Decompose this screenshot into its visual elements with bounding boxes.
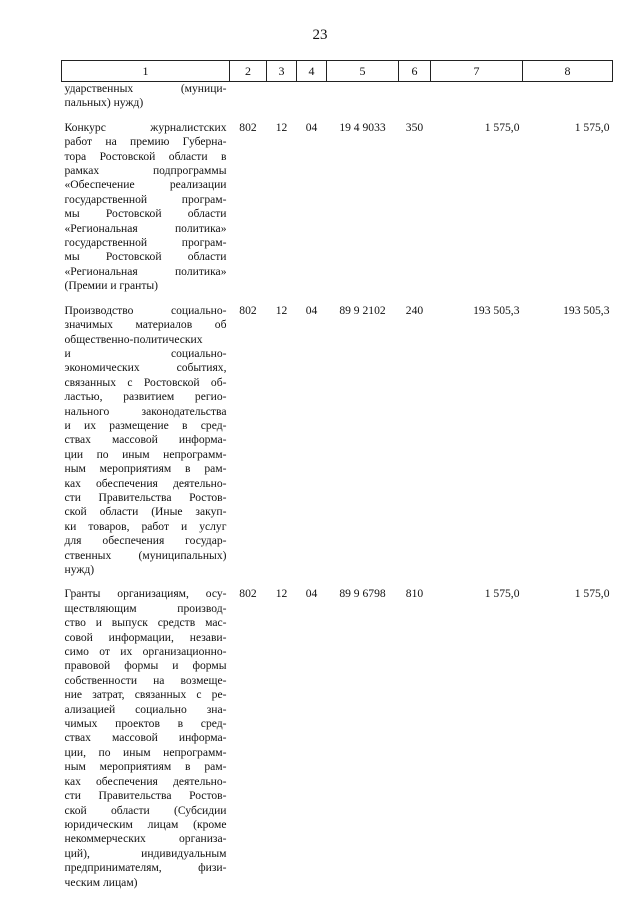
section-code-cell xyxy=(267,82,297,111)
description-line: Конкурс журналистских xyxy=(64,120,227,134)
description-line: сти Правительства Ростов- xyxy=(64,490,227,504)
target-article-cell: 89 9 6798 xyxy=(339,587,386,601)
subsection-code-cell: 04 xyxy=(305,303,318,317)
description-line: ции по иным непрограмм- xyxy=(64,447,227,461)
budget-table xyxy=(61,60,613,890)
section-code-cell: 12 xyxy=(275,303,288,317)
description-line: ской области (Иные закуп- xyxy=(64,505,227,519)
description-line: «Региональная политика» xyxy=(64,221,227,235)
column-header-6: 6 xyxy=(399,61,431,82)
ministry-code-cell xyxy=(230,82,267,111)
column-header-8: 8 xyxy=(523,61,613,82)
description-line: работ на премию Губерна- xyxy=(64,135,227,149)
description-line: ние затрат, связанных с ре- xyxy=(64,688,227,702)
description-line: правовой формы и формы xyxy=(64,659,227,673)
column-header-3: 3 xyxy=(267,61,297,82)
table-row xyxy=(62,294,613,578)
description-line: мы Ростовской области xyxy=(64,207,227,221)
description-line: некоммерческих организа- xyxy=(64,832,227,846)
subsection-code-cell xyxy=(297,82,327,111)
description-line: совой информации, незави- xyxy=(64,630,227,644)
description-line: ской области (Субсидии xyxy=(64,803,227,817)
table-header-row xyxy=(62,61,613,82)
description-line: (Премии и гранты) xyxy=(64,279,159,293)
description-line: государственной програм- xyxy=(64,236,227,250)
description-line: экономических событиях, xyxy=(64,361,227,375)
row-description xyxy=(62,82,230,111)
subsection-code-cell: 04 xyxy=(305,120,318,134)
column-header-7: 7 xyxy=(431,61,523,82)
description-line: государственной програм- xyxy=(64,192,227,206)
subsection-code-cell: 04 xyxy=(305,587,318,601)
description-line: тора Ростовской области в xyxy=(64,149,227,163)
description-line: ществляющим производ- xyxy=(64,601,227,615)
amount-cell: 1 575,0 xyxy=(574,587,610,601)
table-row xyxy=(62,577,613,890)
section-code-cell: 12 xyxy=(275,120,288,134)
description-line: и социально- xyxy=(64,346,227,360)
table-row xyxy=(62,111,613,294)
description-line: рамках подпрограммы xyxy=(64,164,227,178)
expense-type-cell: 240 xyxy=(405,303,424,317)
row-description xyxy=(62,111,230,294)
amount-cell: 193 505,3 xyxy=(563,303,610,317)
description-line: «Региональная политика» xyxy=(64,264,227,278)
description-line: ударственных (муници- xyxy=(64,82,227,95)
description-line: значимых материалов об xyxy=(64,318,227,332)
description-line: и их размещение в сред- xyxy=(64,418,227,432)
description-line: предпринимателям, физи- xyxy=(64,861,227,875)
description-line: ластью, развитием регио- xyxy=(64,390,227,404)
description-line: Производство социально- xyxy=(64,303,227,317)
description-line: ции, по иным непрограмм- xyxy=(64,745,227,759)
ministry-code-cell: 802 xyxy=(239,587,257,601)
target-article-cell: 19 4 9033 xyxy=(339,120,386,134)
description-line: нального законодательства xyxy=(64,404,227,418)
amount-cell: 1 575,0 xyxy=(484,120,520,134)
description-line: нужд) xyxy=(64,563,95,576)
column-header-1: 1 xyxy=(62,61,230,82)
description-line: ственных (муниципальных) xyxy=(64,548,227,562)
description-line: чимых проектов в сред- xyxy=(64,717,227,731)
amount-cell xyxy=(431,82,523,111)
description-line: ций), индивидуальным xyxy=(64,846,227,860)
description-line: «Обеспечение реализации xyxy=(64,178,227,192)
target-article-cell: 89 9 2102 xyxy=(339,303,386,317)
description-line: для обеспечения государ- xyxy=(64,534,227,548)
row-description xyxy=(62,577,230,890)
description-line: ствах массовой информа- xyxy=(64,731,227,745)
description-line: общественно-политических xyxy=(64,332,203,346)
description-line: ки товаров, работ и услуг xyxy=(64,519,227,533)
page-number: 23 xyxy=(312,27,328,43)
amount-cell: 1 575,0 xyxy=(574,120,610,134)
section-code-cell: 12 xyxy=(275,587,288,601)
expense-type-cell: 350 xyxy=(405,120,424,134)
expense-type-cell: 810 xyxy=(405,587,424,601)
description-line: связанных с Ростовской об- xyxy=(64,375,227,389)
description-line: ках обеспечения деятельно- xyxy=(64,476,227,490)
table-row xyxy=(62,82,613,111)
column-header-2: 2 xyxy=(230,61,267,82)
table-body xyxy=(62,82,613,890)
ministry-code-cell: 802 xyxy=(239,120,257,134)
description-line: Гранты организациям, осу- xyxy=(64,587,227,601)
amount-cell xyxy=(523,82,613,111)
target-article-cell xyxy=(327,82,399,111)
description-line: ализацией социально зна- xyxy=(64,702,227,716)
amount-cell: 193 505,3 xyxy=(473,303,520,317)
amount-cell: 1 575,0 xyxy=(484,587,520,601)
description-line: ство и выпуск средств мас- xyxy=(64,616,227,630)
description-line: симо от их организационно- xyxy=(64,645,227,659)
description-line: мы Ростовской области xyxy=(64,250,227,264)
description-line: пальных) нужд) xyxy=(64,96,144,110)
description-line: сти Правительства Ростов- xyxy=(64,789,227,803)
expense-type-cell xyxy=(399,82,431,111)
row-description xyxy=(62,294,230,578)
column-header-5: 5 xyxy=(327,61,399,82)
column-header-4: 4 xyxy=(297,61,327,82)
description-line: ческим лицам) xyxy=(64,875,138,889)
description-line: ным мероприятиям в рам- xyxy=(64,760,227,774)
description-line: ным мероприятиям в рам- xyxy=(64,462,227,476)
description-line: собственности на возмеще- xyxy=(64,673,227,687)
ministry-code-cell: 802 xyxy=(239,303,257,317)
description-line: ках обеспечения деятельно- xyxy=(64,774,227,788)
description-line: ствах массовой информа- xyxy=(64,433,227,447)
description-line: юридическим лицам (кроме xyxy=(64,817,227,831)
